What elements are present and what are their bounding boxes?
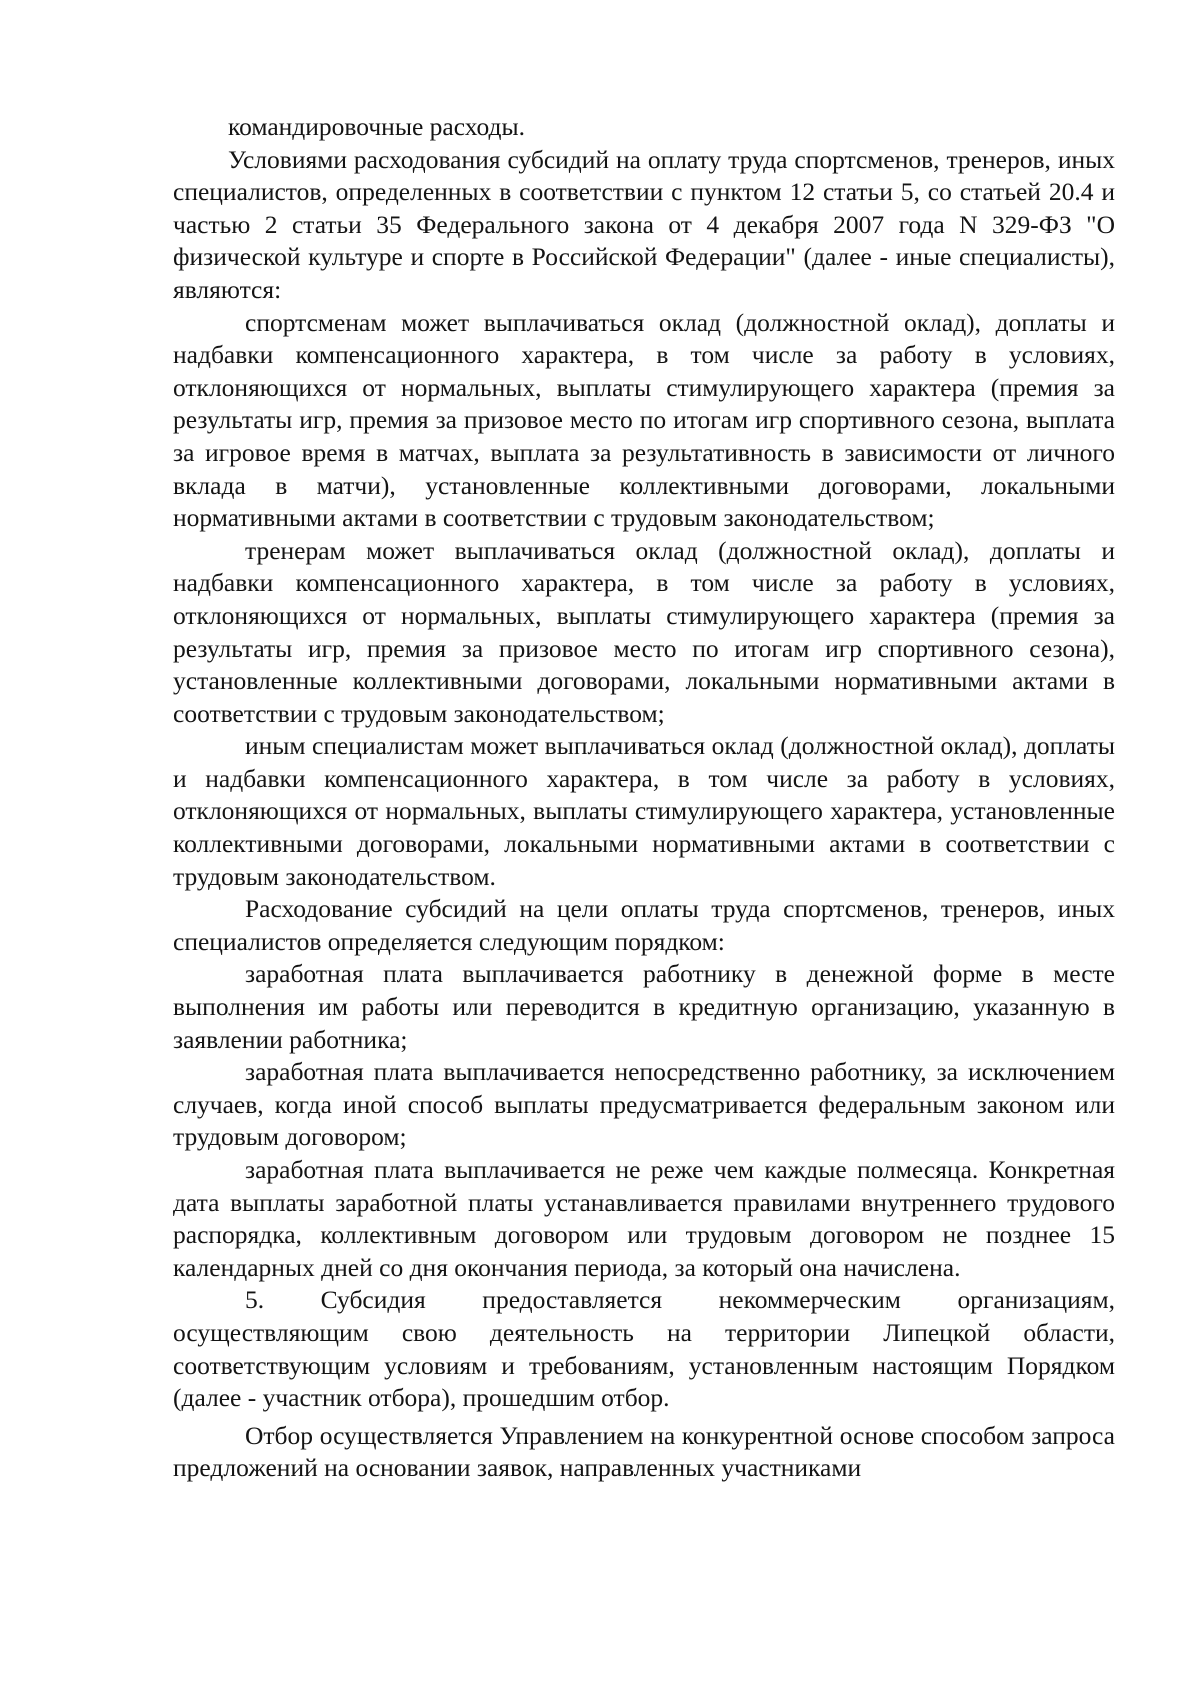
paragraph-section-5: 5. Субсидия предоставляется некоммерческим организациям, осуществляющим свою деятельность на территории Липецкой области, соответствующим условиям и требованиям, установленным настоящим Порядком (далее - участник отбора), прошедшим отбор. — [173, 1285, 1115, 1413]
document-body — [173, 111, 1115, 1485]
paragraph-other-specialists: иным специалистам может выплачиваться оклад (должностной оклад), доплаты и надбавки компенсационного характера, в том числе за работу в условиях, отклоняющихся от нормальных, выплаты стимулирующего характера, установленные коллективными договорами, локальными нормативными актами в соответствии с трудовым законодательством. — [173, 731, 1115, 891]
paragraph-salary-frequency: заработная плата выплачивается не реже чем каждые полмесяца. Конкретная дата выплаты заработной платы устанавливается правилами внутреннего трудового распорядка, коллективным договором или трудовым договором не позднее 15 календарных дней со дня окончания периода, за который она начислена. — [173, 1155, 1115, 1282]
paragraph-spending-order: Расходование субсидий на цели оплаты труда спортсменов, тренеров, иных специалистов определяется следующим порядком: — [173, 894, 1115, 956]
paragraph-travel-expenses: командировочные расходы. — [228, 112, 525, 141]
paragraph-athletes: спортсменам может выплачиваться оклад (должностной оклад), доплаты и надбавки компенсационного характера, в том числе за работу в условиях, отклоняющихся от нормальных, выплаты стимулирующего характера (премия за результаты игр, премия за призовое место по итогам игр спортивного сезона, выплата за игровое время в матчах, выплата за результативность в зависимости от личного вклада в матчи), установленные коллективными договорами, локальными нормативными актами в соответствии с трудовым законодательством; — [173, 307, 1115, 533]
paragraph-conditions: Условиями расходования субсидий на оплату труда спортсменов, тренеров, иных специалистов, определенных в соответствии с пунктом 12 статьи 5, со статьей 20.4 и частью 2 статьи 35 Федерального закона от 4 декабря 2007 года N 329-ФЗ "О физической культуре и спорте в Российской Федерации" (далее - иные специалисты), являются: — [173, 144, 1115, 304]
paragraph-selection: Отбор осуществляется Управлением на конкурентной основе способом запроса предложений на основании заявок, направленных участниками — [173, 1420, 1115, 1483]
paragraph-salary-place: заработная плата выплачивается работнику в денежной форме в месте выполнения им работы или переводится в кредитную организацию, указанную в заявлении работника; — [173, 959, 1115, 1054]
paragraph-coaches: тренерам может выплачиваться оклад (должностной оклад), доплаты и надбавки компенсационного характера, в том числе за работу в условиях, отклоняющихся от нормальных, выплаты стимулирующего характера (премия за результаты игр, премия за призовое место по итогам игр спортивного сезона), установленные коллективными договорами, локальными нормативными актами в соответствии с трудовым законодательством; — [173, 535, 1115, 728]
paragraph-salary-direct: заработная плата выплачивается непосредственно работнику, за исключением случаев, когда иной способ выплаты предусматривается федеральным законом или трудовым договором; — [173, 1057, 1115, 1152]
